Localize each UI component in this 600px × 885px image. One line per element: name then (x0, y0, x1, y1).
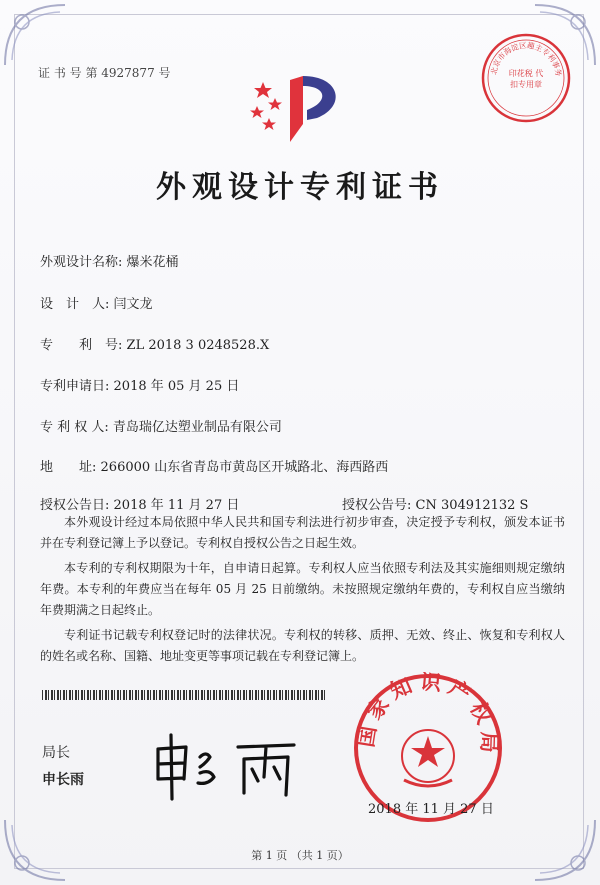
field-grant-date (40, 494, 239, 513)
field-value: 266000 山东省青岛市黄岛区开城路北、海西路西 (100, 460, 389, 475)
cnipa-logo-icon (245, 72, 355, 152)
agency-stamp-inner-text: 印花税 代扣专用章 (508, 69, 544, 89)
field-value: 2018 年 11 月 27 日 (113, 498, 240, 513)
seal-arc-text: 国家知识产权局 (353, 672, 502, 759)
field-grant-number (342, 494, 528, 513)
barcode (42, 690, 327, 700)
field-label: 外观设计名称: (40, 255, 123, 270)
field-value: 2018 年 05 月 25 日 (113, 379, 240, 394)
field-label: 专利申请日: (40, 379, 110, 394)
agency-stamp-icon (480, 32, 572, 124)
corner-ornament-icon (0, 0, 70, 70)
field-design-name (40, 251, 179, 270)
seal-date: 2018 年 11 月 27 日 (368, 802, 494, 817)
field-label: 设 计 人: (40, 297, 110, 312)
agency-stamp (480, 32, 572, 124)
paragraph-legal-status: 专利证书记载专利权登记时的法律状况。专利权的转移、质押、无效、终止、恢复和专利权人的姓名或名称、国籍、地址变更等事项记载在专利登记簿上。 (40, 628, 565, 663)
field-label: 专 利 号: (40, 338, 123, 353)
certificate-number: 证 书 号 第 4927877 号 (38, 66, 171, 80)
field-value: 闫文龙 (113, 297, 153, 312)
signatory-name: 申长雨 (42, 772, 84, 788)
page-number: 第 1 页 （共 1 页） (251, 849, 349, 862)
field-label: 地 址: (40, 460, 97, 475)
agency-stamp-arc-text: 北京市海淀区趣主专利事务 (489, 40, 564, 78)
certificate-title: 外观设计专利证书 (156, 170, 444, 205)
paragraph-grant-notice: 本外观设计经过本局依照中华人民共和国专利法进行初步审查，决定授予专利权，颁发本证书并在专利登记簿上予以登记。专利权自授权公告之日起生效。 (40, 515, 565, 550)
field-patentee (40, 416, 282, 435)
field-label: 授权公告号: (342, 498, 412, 513)
signatory-title: 局长 (42, 745, 70, 761)
field-value: ZL 2018 3 0248528.X (126, 338, 270, 353)
field-designer (40, 293, 153, 312)
field-filing-date (40, 375, 239, 394)
field-value: 爆米花桶 (126, 255, 179, 270)
handwritten-signature (148, 727, 308, 807)
field-value: CN 304912132 S (415, 498, 529, 513)
field-label: 专 利 权 人: (40, 420, 109, 435)
field-patent-number (40, 334, 269, 353)
field-address (40, 456, 388, 475)
field-label: 授权公告日: (40, 498, 110, 513)
paragraph-term-fees: 本专利的专利权期限为十年，自申请日起算。专利权人应当依照专利法及其实施细则规定缴纳年费。本专利的年费应当在每年 05 月 25 日前缴纳。未按照规定缴纳年费的，专利权自应当缴纳年费期满之日起终止。 (40, 561, 565, 617)
field-value: 青岛瑞亿达塑业制品有限公司 (112, 420, 282, 435)
